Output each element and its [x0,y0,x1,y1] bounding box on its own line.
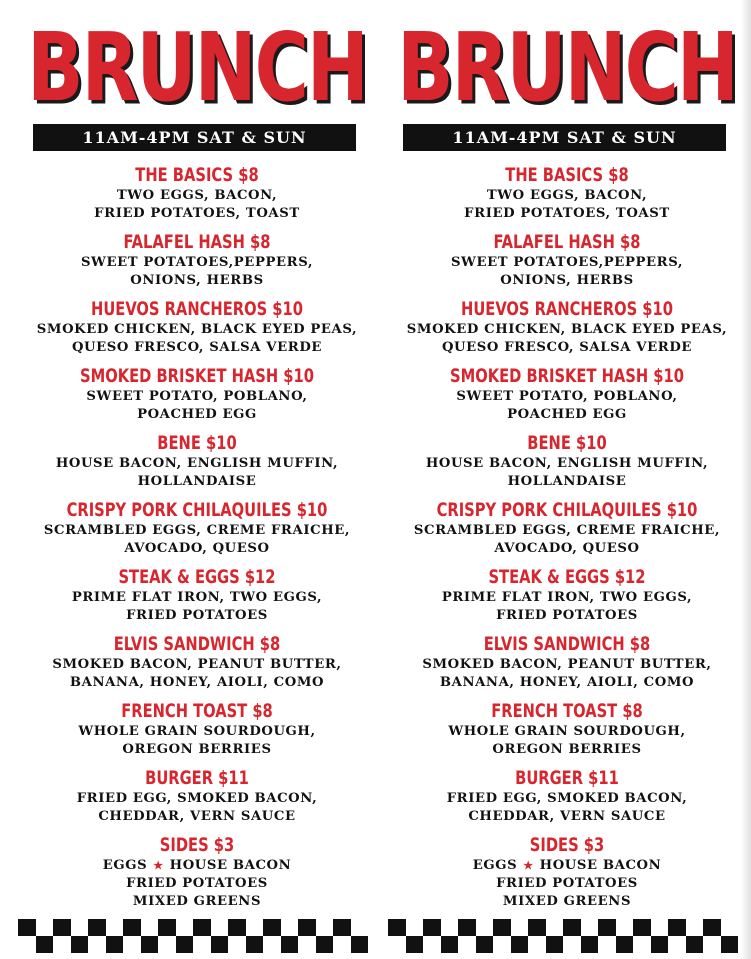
item-name: THE BASICS $8 [135,164,259,186]
checker-square [441,919,459,936]
checker-square [88,936,106,953]
checker-square [298,919,316,936]
checker-square [106,936,124,953]
item-desc-line: AVOCADO, QUESO [494,541,640,556]
side-fried-potatoes: FRIED POTATOES [126,876,268,891]
checker-square [406,919,424,936]
checker-square [651,919,669,936]
side-eggs: EGGS [102,858,148,873]
checker-square [633,919,651,936]
checker-square [406,936,424,953]
checker-square [423,919,441,936]
item-desc-line: WHOLE GRAIN SOURDOUGH, [448,724,686,739]
checker-square [616,936,634,953]
sides-section [26,833,368,911]
item-name: STEAK & EGGS $12 [488,566,646,588]
sides-line [396,857,738,875]
checker-square [633,936,651,953]
item-name: BURGER $11 [145,767,249,789]
checker-square [476,919,494,936]
checker-square [476,936,494,953]
checker-square [193,919,211,936]
checker-square [141,919,159,936]
checker-square [123,919,141,936]
checker-square [263,919,281,936]
checker-square [158,936,176,953]
menu-item [26,431,368,498]
item-name: CRISPY PORK CHILAQUILES $10 [66,499,328,521]
item-desc-line: FRIED EGG, SMOKED BACON, [76,791,318,806]
item-desc-line: SMOKED BACON, PEANUT BUTTER, [422,657,712,672]
checker-square [458,936,476,953]
item-desc-line: SWEET POTATOES,PEPPERS, [450,255,684,270]
checker-square [71,919,89,936]
checker-square [246,919,264,936]
item-name: BURGER $11 [515,767,619,789]
menu-item [396,297,738,364]
sides-name: SIDES $3 [159,834,235,856]
item-desc-line: QUESO FRESCO, SALSA VERDE [71,340,323,355]
checker-square [316,936,334,953]
item-desc-line: ONIONS, HERBS [130,273,264,288]
menu-item [396,699,738,766]
checker-square [423,936,441,953]
checker-square [53,936,71,953]
item-name: CRISPY PORK CHILAQUILES $10 [436,499,698,521]
item-name: HUEVOS RANCHEROS $10 [461,298,673,320]
menu-item [396,632,738,699]
menu-item [26,699,368,766]
checker-square [686,936,704,953]
side-mixed-greens: MIXED GREENS [502,894,632,909]
menu-item [26,364,368,431]
checker-square [388,919,406,936]
side-fried-potatoes: FRIED POTATOES [496,876,638,891]
checkered-border [388,919,738,953]
checker-square [351,919,369,936]
checker-square [298,936,316,953]
sides-line [26,857,368,875]
checker-square [528,936,546,953]
menu-panel-left [26,0,368,959]
item-desc-line: SMOKED CHICKEN, BLACK EYED PEAS, [36,322,358,337]
menu-item [396,766,738,833]
menu-item [26,163,368,230]
checker-square [721,936,739,953]
checker-square [616,919,634,936]
side-house-bacon: HOUSE BACON [539,858,662,873]
checker-square [563,919,581,936]
item-desc-line: BANANA, HONEY, AIOLI, COMO [69,675,325,690]
checker-square [36,919,54,936]
checker-square [546,936,564,953]
item-desc-line: FRIED POTATOES [496,608,638,623]
item-desc-line: TWO EGGS, BACON, [486,188,648,203]
checker-square [88,919,106,936]
checker-square [668,936,686,953]
side-house-bacon: HOUSE BACON [169,858,292,873]
checker-square [228,919,246,936]
item-desc-line: HOUSE BACON, ENGLISH MUFFIN, [425,456,709,471]
checker-square [53,919,71,936]
item-name: SMOKED BRISKET HASH $10 [79,365,315,387]
menu-item [396,230,738,297]
sides-name: SIDES $3 [529,834,605,856]
item-name: BENE $10 [157,432,237,454]
checker-square [581,936,599,953]
menu-item [26,632,368,699]
checker-square [581,919,599,936]
checker-square [493,919,511,936]
side-eggs: EGGS [472,858,518,873]
checker-square [228,936,246,953]
item-desc-line: PRIME FLAT IRON, TWO EGGS, [441,590,693,605]
checker-square [246,936,264,953]
checker-square [281,919,299,936]
checker-square [71,936,89,953]
checker-square [193,936,211,953]
checker-square [546,919,564,936]
checker-square [211,919,229,936]
checker-square [263,936,281,953]
sides-section [396,833,738,911]
item-desc-line: OREGON BERRIES [122,742,272,757]
item-name: THE BASICS $8 [505,164,629,186]
item-desc-line: SWEET POTATO, POBLANO, [456,389,678,404]
item-name: FALAFEL HASH $8 [123,231,271,253]
item-name: STEAK & EGGS $12 [118,566,276,588]
menu-item [396,163,738,230]
item-desc-line: SMOKED BACON, PEANUT BUTTER, [52,657,342,672]
item-desc-line: FRIED POTATOES [126,608,268,623]
item-desc-line: FRIED POTATOES, TOAST [464,206,670,221]
page-edge-shadow [741,0,751,959]
menu-title: BRUNCH [27,12,367,123]
item-desc-line: POACHED EGG [137,407,257,422]
item-desc-line: HOLLANDAISE [507,474,627,489]
checker-square [598,936,616,953]
item-name: ELVIS SANDWICH $8 [113,633,281,655]
checker-square [176,936,194,953]
menu-item [26,766,368,833]
checker-square [668,919,686,936]
star-icon: ★ [153,859,164,872]
item-desc-line: FRIED EGG, SMOKED BACON, [446,791,688,806]
item-desc-line: POACHED EGG [507,407,627,422]
item-name: SMOKED BRISKET HASH $10 [449,365,685,387]
item-name: FRENCH TOAST $8 [491,700,643,722]
menu-items-list [396,163,738,911]
checker-square [721,919,739,936]
item-desc-line: CHEDDAR, VERN SAUCE [98,809,296,824]
item-desc-line: TWO EGGS, BACON, [116,188,278,203]
checker-square [458,919,476,936]
checker-square [158,919,176,936]
item-name: ELVIS SANDWICH $8 [483,633,651,655]
menu-item [396,498,738,565]
item-desc-line: WHOLE GRAIN SOURDOUGH, [78,724,316,739]
item-desc-line: CHEDDAR, VERN SAUCE [468,809,666,824]
checker-square [388,936,406,953]
checker-square [511,936,529,953]
menu-item [396,565,738,632]
checker-square [211,936,229,953]
item-desc-line: HOLLANDAISE [137,474,257,489]
menu-item [26,565,368,632]
checkered-border [18,919,368,953]
checker-square [281,936,299,953]
item-desc-line: OREGON BERRIES [492,742,642,757]
menu-panel-right [396,0,738,959]
checker-square [703,936,721,953]
menu-item [26,498,368,565]
menu-title: BRUNCH [397,12,737,123]
checker-square [106,919,124,936]
checker-square [123,936,141,953]
item-desc-line: QUESO FRESCO, SALSA VERDE [441,340,693,355]
checker-square [493,936,511,953]
checker-square [333,919,351,936]
checker-square [18,919,36,936]
item-desc-line: SMOKED CHICKEN, BLACK EYED PEAS, [406,322,728,337]
item-name: HUEVOS RANCHEROS $10 [91,298,303,320]
checker-square [703,919,721,936]
checker-square [651,936,669,953]
menu-item [26,297,368,364]
checker-square [18,936,36,953]
item-desc-line: HOUSE BACON, ENGLISH MUFFIN, [55,456,339,471]
item-name: FALAFEL HASH $8 [493,231,641,253]
menu-item [396,431,738,498]
item-desc-line: AVOCADO, QUESO [124,541,270,556]
item-desc-line: PRIME FLAT IRON, TWO EGGS, [71,590,323,605]
checker-square [511,919,529,936]
checker-square [528,919,546,936]
checker-square [563,936,581,953]
item-desc-line: SCRAMBLED EGGS, CREME FRAICHE, [43,523,351,538]
item-desc-line: ONIONS, HERBS [500,273,634,288]
hours-banner: 11AM-4PM SAT & SUN [403,124,726,151]
item-desc-line: SWEET POTATO, POBLANO, [86,389,308,404]
checker-square [141,936,159,953]
item-desc-line: BANANA, HONEY, AIOLI, COMO [439,675,695,690]
checker-square [598,919,616,936]
checker-square [176,919,194,936]
hours-banner: 11AM-4PM SAT & SUN [33,124,356,151]
side-mixed-greens: MIXED GREENS [132,894,262,909]
item-name: BENE $10 [527,432,607,454]
star-icon: ★ [523,859,534,872]
checker-square [441,936,459,953]
checker-square [351,936,369,953]
menu-items-list [26,163,368,911]
checker-square [316,919,334,936]
item-desc-line: SCRAMBLED EGGS, CREME FRAICHE, [413,523,721,538]
item-desc-line: SWEET POTATOES,PEPPERS, [80,255,314,270]
item-desc-line: FRIED POTATOES, TOAST [94,206,300,221]
checker-square [686,919,704,936]
item-name: FRENCH TOAST $8 [121,700,273,722]
checker-square [36,936,54,953]
menu-item [26,230,368,297]
menu-item [396,364,738,431]
checker-square [333,936,351,953]
